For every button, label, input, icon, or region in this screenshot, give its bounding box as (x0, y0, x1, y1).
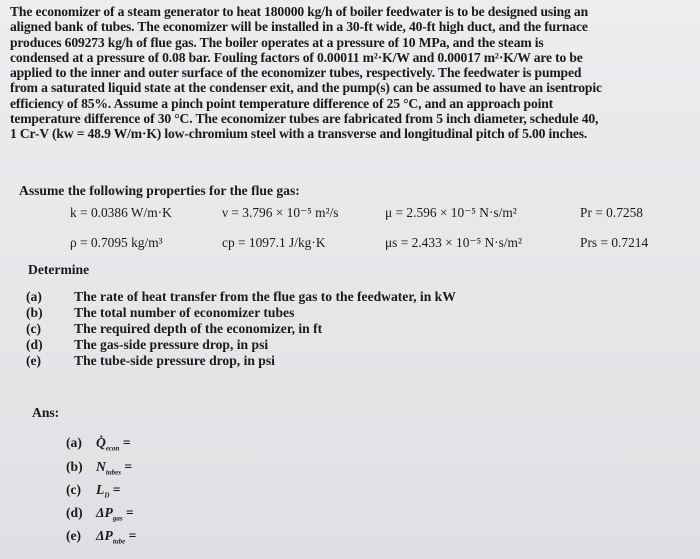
property-rho: ρ = 0.7095 kg/m³ (70, 235, 163, 250)
question-text: The required depth of the economizer, in ft (74, 321, 323, 336)
problem-line: from a saturated liquid state at the condenser exit, and the pump(s) can be assumed to have an isentropic (10, 80, 602, 96)
property-k: k = 0.0386 W/m·K (70, 205, 172, 220)
answer-subscript: gas (112, 514, 123, 523)
answer-label: (a) (66, 435, 82, 450)
answer-item (66, 505, 134, 523)
determine-heading: Determine (28, 262, 90, 277)
question-item (26, 289, 456, 305)
answer-label: (c) (66, 482, 82, 497)
answer-subscript: tubes (105, 468, 121, 477)
answer-equals: = (121, 459, 133, 474)
answer-symbol: L (96, 482, 105, 497)
property-mus: μs = 2.433 × 10⁻⁵ N·s/m² (385, 235, 522, 250)
question-text: The rate of heat transfer from the flue gas to the feedwater, in kW (74, 289, 456, 304)
question-text: The total number of economizer tubes (74, 305, 295, 320)
question-text: The gas-side pressure drop, in psi (74, 337, 269, 352)
question-text: The tube-side pressure drop, in psi (74, 353, 275, 368)
problem-line: condensed at a pressure of 0.08 bar. Fouling factors of 0.00011 m²·K/W and 0.00017 m²·K/W are to be (10, 49, 583, 65)
question-item (26, 337, 268, 353)
answer-label: (b) (66, 459, 83, 474)
problem-line: The economizer of a steam generator to heat 180000 kg/h of boiler feedwater is to be designed using an (10, 4, 588, 19)
answer-subscript: econ (105, 444, 120, 453)
answer-equals: = (125, 528, 137, 543)
problem-statement (10, 4, 694, 142)
answer-item (66, 482, 121, 500)
problem-line: temperature difference of 30 °C. The economizer tubes are fabricated from 5 inch diameter, schedule 40, (10, 111, 599, 127)
problem-line: aligned bank of tubes. The economizer will be installed in a 30-ft wide, 40-ft high duct, and the furnace (10, 19, 588, 35)
problem-line: efficiency of 85%. Assume a pinch point temperature difference of 25 °C, and an approach point (10, 95, 554, 111)
answer-item (66, 435, 131, 453)
question-label: (b) (26, 305, 43, 320)
answer-item (66, 528, 136, 546)
answer-symbol: ΔP (96, 528, 113, 543)
answer-subscript: D (104, 491, 110, 500)
question-label: (d) (26, 337, 43, 352)
answer-item (66, 459, 132, 477)
question-label: (a) (26, 289, 42, 304)
problem-line: produces 609273 kg/h of flue gas. The boiler operates at a pressure of 10 MPa, and the steam is (10, 34, 544, 50)
question-item (26, 353, 275, 369)
question-item (26, 305, 294, 321)
answer-equals: = (122, 505, 134, 520)
answer-symbol: Q̇ (96, 435, 106, 450)
answer-symbol: ΔP (96, 505, 113, 520)
problem-line: applied to the inner and outer surface of the economizer tubes, respectively. The feedwater is pumped (10, 65, 582, 81)
answer-label: (e) (66, 528, 82, 543)
problem-line: 1 Cr-V (kw = 48.9 W/m·K) low-chromium steel with a transverse and longitudinal pitch of 5.00 inches. (10, 126, 588, 142)
property-nu: ν = 3.796 × 10⁻⁵ m²/s (222, 205, 339, 220)
question-label: (e) (26, 353, 42, 368)
property-mu: μ = 2.596 × 10⁻⁵ N·s/m² (385, 205, 517, 220)
answer-subscript: tube (112, 537, 126, 546)
question-item (26, 321, 322, 337)
assume-heading: Assume the following properties for the flue gas: (19, 183, 300, 198)
property-cp: cp = 1097.1 J/kg·K (222, 235, 326, 250)
answer-label: (d) (66, 505, 83, 520)
answer-equals: = (109, 482, 121, 497)
answer-equals: = (119, 435, 131, 450)
question-label: (c) (26, 321, 42, 336)
property-prs: Prs = 0.7214 (580, 235, 649, 250)
answers-heading: Ans: (32, 405, 60, 420)
property-pr: Pr = 0.7258 (580, 205, 643, 220)
answer-symbol: N (96, 459, 106, 474)
